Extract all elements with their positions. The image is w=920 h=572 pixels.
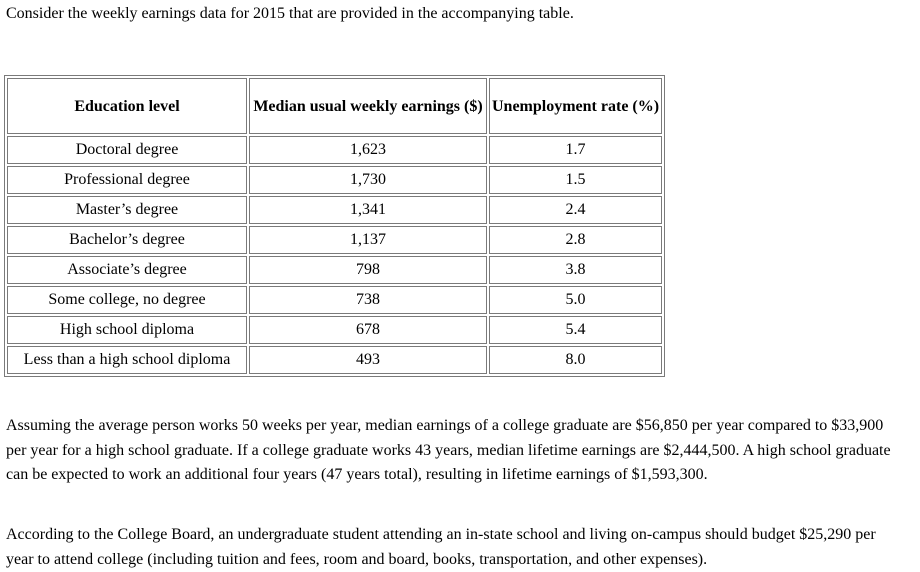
cell-unemployment: 8.0 — [489, 346, 662, 374]
table-row — [7, 346, 662, 374]
cell-unemployment: 2.8 — [489, 226, 662, 254]
cell-education: Bachelor’s degree — [7, 226, 247, 254]
cell-earnings: 1,730 — [249, 166, 487, 194]
header-education-level: Education level — [7, 78, 247, 134]
header-unemployment-rate: Unemployment rate (%) — [489, 78, 662, 134]
header-median-weekly-earnings: Median usual weekly earnings ($) — [249, 78, 487, 134]
earnings-table — [4, 75, 665, 377]
table-row — [7, 226, 662, 254]
earnings-paragraph: Assuming the average person works 50 weeks per year, median earnings of a college graduate are $56,850 per year compared to $33,900 per year for a high school graduate. If a college graduate works 43 years, median lifetime earnings are $2,444,500. A high school graduate can be expected to work an additional four years (47 years total), resulting in lifetime earnings of $1,593,300. — [6, 417, 891, 483]
cell-education: Professional degree — [7, 166, 247, 194]
cell-unemployment: 1.7 — [489, 136, 662, 164]
cell-education: Master’s degree — [7, 196, 247, 224]
cell-unemployment: 1.5 — [489, 166, 662, 194]
cell-education: Less than a high school diploma — [7, 346, 247, 374]
cell-earnings: 1,341 — [249, 196, 487, 224]
cell-education: High school diploma — [7, 316, 247, 344]
cell-education: Associate’s degree — [7, 256, 247, 284]
cell-earnings: 1,623 — [249, 136, 487, 164]
cell-unemployment: 3.8 — [489, 256, 662, 284]
cell-unemployment: 5.4 — [489, 316, 662, 344]
cell-earnings: 678 — [249, 316, 487, 344]
cell-earnings: 738 — [249, 286, 487, 314]
cell-education: Doctoral degree — [7, 136, 247, 164]
table-row — [7, 286, 662, 314]
table-row — [7, 316, 662, 344]
intro-text: Consider the weekly earnings data for 2015 that are provided in the accompanying table. — [6, 5, 574, 22]
cell-earnings: 1,137 — [249, 226, 487, 254]
cell-education: Some college, no degree — [7, 286, 247, 314]
cell-earnings: 493 — [249, 346, 487, 374]
cell-unemployment: 2.4 — [489, 196, 662, 224]
table-row — [7, 256, 662, 284]
table-row — [7, 196, 662, 224]
table-row — [7, 166, 662, 194]
college-board-paragraph: According to the College Board, an undergraduate student attending an in-state school and living on-campus should budget $25,290 per year to attend college (including tuition and fees, room and board, books, transportation, and other expenses). — [6, 526, 876, 568]
cell-earnings: 798 — [249, 256, 487, 284]
table-row — [7, 136, 662, 164]
table-header-row — [7, 78, 662, 134]
cell-unemployment: 5.0 — [489, 286, 662, 314]
